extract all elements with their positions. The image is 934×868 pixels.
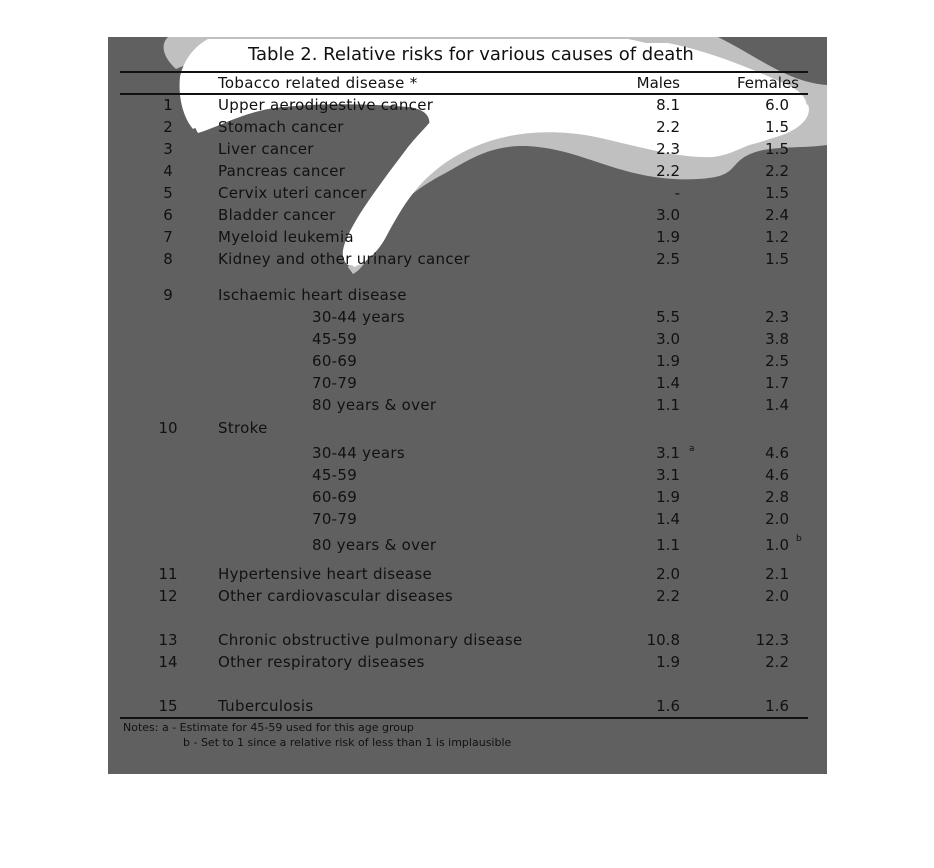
age-females: 1.0 — [765, 536, 789, 554]
row-females: 1.6 — [765, 697, 789, 715]
header-rule — [120, 93, 808, 95]
age-females: 4.6 — [765, 466, 789, 484]
table-title: Table 2. Relative risks for various causes of death — [248, 44, 694, 65]
row-males: 2.3 — [656, 140, 680, 158]
age-males: 3.1 — [656, 466, 680, 484]
row-number: 6 — [163, 206, 173, 224]
age-males: 1.9 — [656, 352, 680, 370]
age-label: 70-79 — [312, 510, 358, 528]
row-males: - — [674, 184, 680, 202]
row-label: Upper aerodigestive cancer — [218, 96, 434, 114]
row-males: 2.0 — [656, 565, 680, 583]
header-disease: Tobacco related disease * — [218, 74, 418, 92]
age-males: 1.1 — [656, 396, 680, 414]
row-males: 10.8 — [646, 631, 680, 649]
row-females: 2.2 — [765, 162, 789, 180]
age-females: 1.4 — [765, 396, 789, 414]
row-males: 1.9 — [656, 653, 680, 671]
age-males: 1.9 — [656, 488, 680, 506]
row-label: Stroke — [218, 419, 268, 437]
age-females: 2.8 — [765, 488, 789, 506]
age-males: 1.4 — [656, 374, 680, 392]
header-males: Males — [636, 74, 680, 92]
row-number: 13 — [158, 631, 178, 649]
age-females: 2.5 — [765, 352, 789, 370]
table-panel — [108, 37, 827, 774]
row-label: Liver cancer — [218, 140, 314, 158]
row-number: 8 — [163, 250, 173, 268]
row-number: 12 — [158, 587, 178, 605]
row-females: 1.5 — [765, 140, 789, 158]
age-label: 70-79 — [312, 374, 358, 392]
row-number: 1 — [163, 96, 173, 114]
age-label: 60-69 — [312, 488, 358, 506]
row-number: 9 — [163, 286, 173, 304]
row-number: 7 — [163, 228, 173, 246]
age-label: 30-44 years — [312, 308, 405, 326]
row-females: 1.5 — [765, 184, 789, 202]
footnote-marker-b: b — [796, 534, 802, 544]
row-females: 2.0 — [765, 587, 789, 605]
age-females: 2.0 — [765, 510, 789, 528]
row-label: Cervix uteri cancer — [218, 184, 367, 202]
row-label: Chronic obstructive pulmonary disease — [218, 631, 523, 649]
row-label: Ischaemic heart disease — [218, 286, 407, 304]
row-females: 2.1 — [765, 565, 789, 583]
row-label: Tuberculosis — [218, 697, 314, 715]
row-label: Myeloid leukemia — [218, 228, 354, 246]
row-number: 2 — [163, 118, 173, 136]
row-number: 4 — [163, 162, 173, 180]
row-label: Hypertensive heart disease — [218, 565, 433, 583]
footnote-marker-a: a — [689, 444, 695, 454]
row-females: 2.2 — [765, 653, 789, 671]
row-females: 2.4 — [765, 206, 789, 224]
top-rule — [120, 71, 808, 73]
row-label: Other respiratory diseases — [218, 653, 425, 671]
age-males: 1.1 — [656, 536, 680, 554]
age-males: 5.5 — [656, 308, 680, 326]
age-label: 80 years & over — [312, 536, 437, 554]
row-females: 1.5 — [765, 250, 789, 268]
bottom-rule — [120, 717, 808, 719]
row-males: 2.2 — [656, 118, 680, 136]
row-males: 2.2 — [656, 587, 680, 605]
age-males: 1.4 — [656, 510, 680, 528]
highlight-overlay — [108, 37, 827, 774]
age-label: 80 years & over — [312, 396, 437, 414]
age-females: 4.6 — [765, 444, 789, 462]
header-females: Females — [736, 74, 799, 92]
note-a: Notes: a - Estimate for 45-59 used for this age group — [123, 721, 414, 734]
age-label: 30-44 years — [312, 444, 405, 462]
row-males: 8.1 — [656, 96, 680, 114]
age-males: 3.1 — [656, 444, 680, 462]
row-label: Stomach cancer — [218, 118, 344, 136]
row-label: Pancreas cancer — [218, 162, 346, 180]
row-males: 2.5 — [656, 250, 680, 268]
row-label: Kidney and other urinary cancer — [218, 250, 470, 268]
age-label: 60-69 — [312, 352, 358, 370]
row-number: 14 — [158, 653, 178, 671]
age-females: 3.8 — [765, 330, 789, 348]
row-label: Bladder cancer — [218, 206, 336, 224]
row-number: 15 — [158, 697, 178, 715]
row-number: 3 — [163, 140, 173, 158]
age-females: 2.3 — [765, 308, 789, 326]
row-females: 1.2 — [765, 228, 789, 246]
row-females: 1.5 — [765, 118, 789, 136]
row-label: Other cardiovascular diseases — [218, 587, 453, 605]
age-females: 1.7 — [765, 374, 789, 392]
row-males: 1.6 — [656, 697, 680, 715]
row-females: 6.0 — [765, 96, 789, 114]
age-males: 3.0 — [656, 330, 680, 348]
row-number: 5 — [163, 184, 173, 202]
row-number: 11 — [158, 565, 178, 583]
row-number: 10 — [158, 419, 178, 437]
age-label: 45-59 — [312, 330, 358, 348]
row-males: 3.0 — [656, 206, 680, 224]
note-b: b - Set to 1 since a relative risk of less than 1 is implausible — [183, 736, 512, 749]
row-females: 12.3 — [755, 631, 789, 649]
row-males: 1.9 — [656, 228, 680, 246]
row-males: 2.2 — [656, 162, 680, 180]
age-label: 45-59 — [312, 466, 358, 484]
